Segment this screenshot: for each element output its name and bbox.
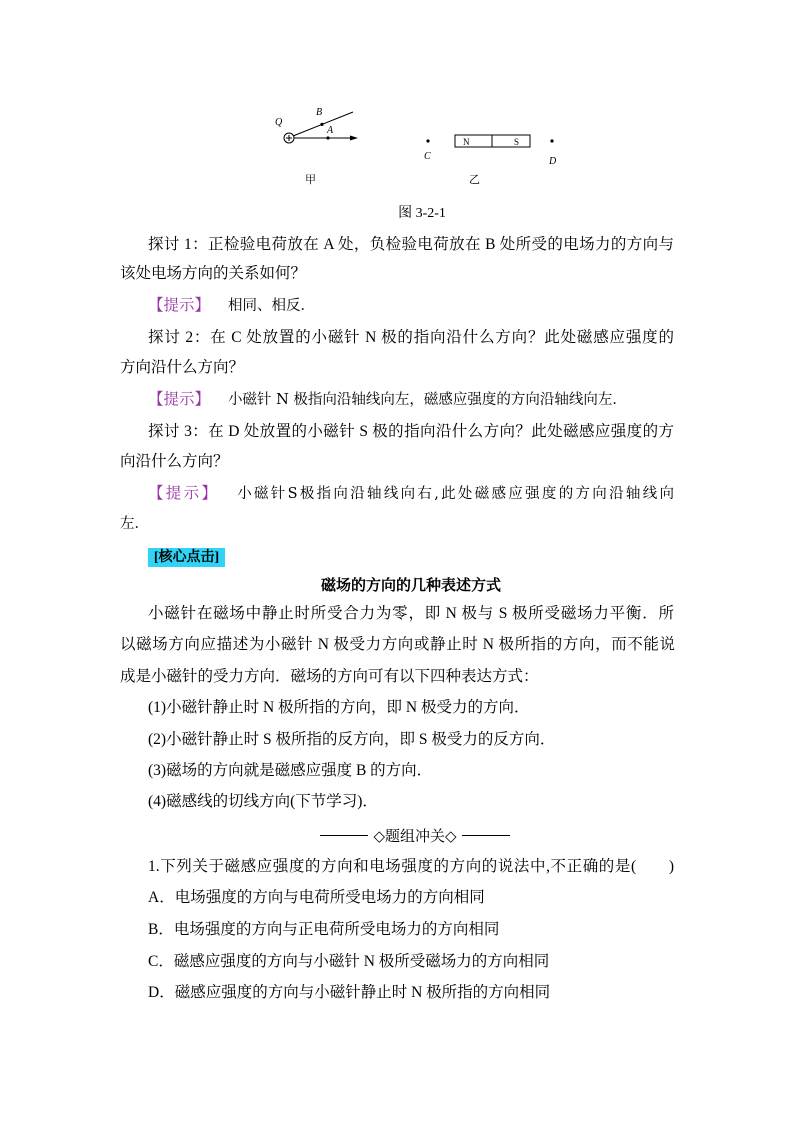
core-paragraph-line-3: 成是小磁针的受力方向．磁场的方向可有以下四种表达方式：: [120, 668, 539, 685]
discussion-3-line-1: 探讨 3：在 D 处放置的小磁针 S 极的指向沿什么方向？此处磁感应强度的方: [148, 423, 674, 440]
figure-yi: [424, 135, 557, 186]
hint-label: 【提示】: [148, 391, 211, 408]
list-item: (2)小磁针静止时 S 极所指的反方向，即 S 极受力的反方向．: [148, 731, 556, 748]
core-paragraph-line-1: 小磁针在磁场中静止时所受合力为零，即 N 极与 S 极所受磁场力平衡．所: [148, 605, 674, 622]
option-c: C．磁感应强度的方向与小磁针 N 极所受磁场力的方向相同: [148, 953, 550, 970]
point-a: [326, 136, 329, 139]
caption-yi: 乙: [469, 174, 480, 186]
hint-3-line-1: [148, 484, 674, 504]
discussion-1-line-1: 探讨 1：正检验电荷放在 A 处，负检验电荷放在 B 处所受的电场力的方向与: [148, 236, 674, 253]
discussion-2-line-2: 方向沿什么方向？: [120, 359, 245, 376]
hint-1: [148, 296, 315, 316]
divider-title: ◇题组冲关◇: [373, 828, 457, 845]
list-item: (3)磁场的方向就是磁感应强度 B 的方向．: [148, 762, 433, 779]
exercise-divider: [295, 825, 535, 845]
discussion-1-line-2: 该处电场方向的关系如何？: [120, 265, 307, 282]
hint-text: 小磁针S极指向沿轴线向右,此处磁感应强度的方向沿轴线向: [237, 486, 674, 502]
hint-2: [148, 390, 627, 410]
point-d: [550, 139, 553, 142]
label-a: A: [327, 125, 334, 136]
option-b: B．电场强度的方向与正电荷所受电场力的方向相同: [148, 921, 500, 938]
label-d: D: [549, 156, 557, 167]
magnet-s-pole: S: [514, 137, 520, 147]
figure-caption: 图 3-2-1: [398, 206, 446, 221]
point-b: [320, 123, 323, 126]
label-c: C: [424, 151, 431, 162]
magnet-n-pole: N: [463, 137, 470, 147]
hint-text: 相同、相反．: [228, 298, 316, 314]
label-b: B: [316, 107, 323, 118]
label-q: Q: [275, 117, 283, 128]
discussion-2-line-1: 探讨 2：在 C 处放置的小磁针 N 极的指向沿什么方向？此处磁感应强度的: [148, 329, 674, 346]
hint-text: 小磁针 N 极指向沿轴线向左，磁感应强度的方向沿轴线向左．: [228, 392, 627, 408]
hint-label: 【提示】: [148, 297, 211, 314]
list-item: (4)磁感线的切线方向(下节学习)．: [148, 793, 378, 810]
divider-rule-left: [320, 835, 368, 836]
arrow-head-a: [350, 136, 358, 141]
question-1: 1.下列关于磁感应强度的方向和电场强度的方向的说法中,不正确的是( ): [148, 858, 674, 875]
core-points-tag: [核心点击]: [148, 548, 225, 567]
option-a: A．电场强度的方向与电荷所受电场力的方向相同: [148, 889, 485, 906]
core-paragraph-line-2: 以磁场方向应描述为小磁针 N 极受力方向或静止时 N 极所指的方向，而不能说: [120, 636, 675, 653]
option-d: D．磁感应强度的方向与小磁针静止时 N 极所指的方向相同: [148, 984, 551, 1001]
hint-text: 左．: [120, 516, 149, 532]
figure-3-2-1: [260, 95, 570, 190]
point-c: [426, 139, 429, 142]
hint-3-line-2: [120, 514, 149, 534]
section-heading: 磁场的方向的几种表述方式: [320, 578, 501, 594]
discussion-3-line-2: 向沿什么方向？: [120, 453, 229, 470]
figure-jia: [275, 107, 358, 186]
list-item: (1)小磁针静止时 N 极所指的方向，即 N 极受力的方向．: [148, 699, 530, 716]
divider-rule-right: [462, 835, 510, 836]
caption-jia: 甲: [305, 174, 316, 186]
hint-label: 【提示】: [148, 485, 220, 502]
